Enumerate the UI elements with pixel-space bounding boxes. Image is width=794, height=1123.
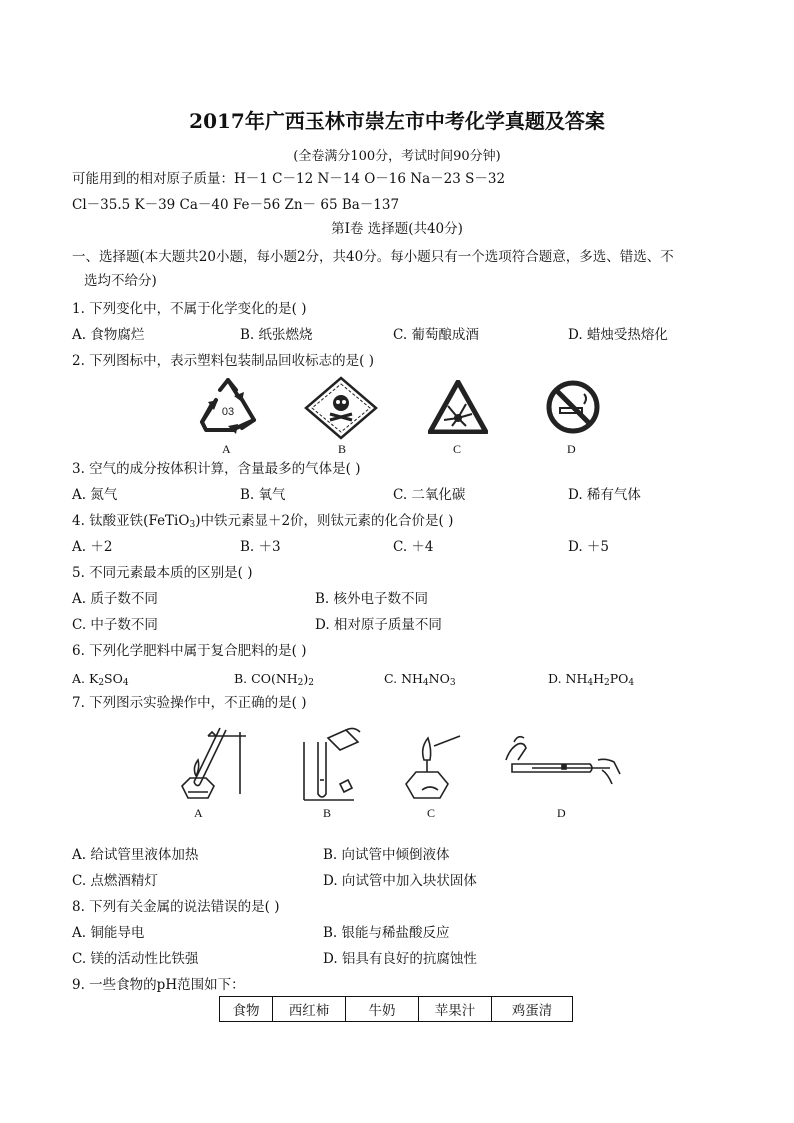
q2-icon-d-label: D — [567, 442, 576, 456]
q4-option-d: D. ＋5 — [568, 539, 610, 555]
q1-option-d: D. 蜡烛受热熔化 — [568, 327, 668, 343]
q2-icon-c-explosive — [428, 380, 488, 434]
q4-option-a: A. ＋2 — [72, 539, 113, 555]
q6-option-a — [72, 670, 129, 692]
q1-stem: 1. 下列变化中，不属于化学变化的是( ) — [72, 301, 307, 317]
q4-stem-pre: 4. 钛酸亚铁(FeTiO — [72, 513, 190, 529]
table-header-cell: 西红柿 — [273, 997, 346, 1022]
q6-option-c — [384, 670, 456, 692]
q6-stem: 6. 下列化学肥料中属于复合肥料的是( ) — [72, 643, 307, 659]
q6-a-s1: 2 — [98, 678, 105, 688]
part1-title: 第Ⅰ卷 选择题(共40分) — [331, 221, 463, 237]
table-row — [220, 997, 573, 1022]
section1-instructions-cont: 选均不给分) — [84, 273, 157, 289]
q6-d-mid2: PO — [609, 671, 629, 686]
q7-option-d: D. 向试管中加入块状固体 — [323, 873, 477, 889]
q4-option-b: B. ＋3 — [240, 539, 281, 555]
table-header-cell: 牛奶 — [346, 997, 419, 1022]
table-header-cell: 苹果汁 — [419, 997, 492, 1022]
q3-option-c: C. 二氧化碳 — [393, 487, 466, 503]
q3-option-a: A. 氮气 — [72, 487, 118, 503]
q4-stem-sub: 3 — [189, 520, 196, 530]
q5-option-a: A. 质子数不同 — [72, 591, 158, 607]
q7-figure-c-label: C — [427, 806, 436, 820]
q2-icon-a-recycle — [198, 378, 258, 436]
q6-d-s1: 4 — [587, 678, 594, 688]
q6-option-b — [234, 670, 314, 692]
q5-option-d: D. 相对原子质量不同 — [315, 617, 442, 633]
q2-icon-d-no-smoking — [546, 380, 600, 434]
q7-figure-a-label: A — [194, 806, 203, 820]
q6-d-s3: 4 — [628, 678, 635, 688]
table-header-cell: 鸡蛋清 — [492, 997, 573, 1022]
q9-stem: 9. 一些食物的pH范围如下： — [72, 977, 245, 993]
q4-stem-post: )中铁元素显＋2价，则钛元素的化合价是( ) — [195, 513, 454, 529]
q8-option-b: B. 银能与稀盐酸反应 — [323, 925, 450, 941]
q6-option-d — [548, 670, 634, 692]
q7-figure-b-pouring-liquid — [294, 724, 366, 804]
q4-stem — [72, 512, 453, 534]
q8-option-a: A. 铜能导电 — [72, 925, 145, 941]
q1-option-b: B. 纸张燃烧 — [240, 327, 313, 343]
q2-stem: 2. 下列图标中，表示塑料包装制品回收标志的是( ) — [72, 353, 374, 369]
q7-stem: 7. 下列图示实验操作中，不正确的是( ) — [72, 695, 307, 711]
q8-option-c: C. 镁的活动性比铁强 — [72, 951, 199, 967]
q6-a-s2: 4 — [122, 678, 129, 688]
q5-stem: 5. 不同元素最本质的区别是( ) — [72, 565, 253, 581]
q2-icon-a-label: A — [222, 442, 231, 456]
q6-b-pre: B. CO(NH — [234, 671, 298, 686]
page-subtitle: (全卷满分100分，考试时间90分钟) — [293, 149, 501, 164]
q8-stem: 8. 下列有关金属的说法错误的是( ) — [72, 899, 280, 915]
q6-d-s2: 2 — [604, 678, 610, 688]
q7-figure-d-adding-solid — [502, 730, 624, 790]
q2-icon-b-label: B — [338, 442, 347, 456]
atomic-mass-line1: 可能用到的相对原子质量：H－1 C－12 N－14 O－16 Na－23 S－32 — [72, 171, 506, 187]
q6-a-mid: SO — [104, 671, 123, 686]
q4-option-c: C. ＋4 — [393, 539, 434, 555]
q6-b-s1: 2 — [297, 678, 304, 688]
q7-figure-b-label: B — [323, 806, 332, 820]
q6-a-pre: A. K — [72, 671, 99, 686]
q2-recycle-number: 03 — [221, 406, 235, 418]
q6-c-s2: 3 — [449, 678, 456, 688]
q3-stem: 3. 空气的成分按体积计算，含量最多的气体是( ) — [72, 461, 361, 477]
q7-figure-d-label: D — [557, 806, 566, 820]
q6-c-s1: 4 — [422, 678, 429, 688]
q6-b-s2: 2 — [308, 678, 315, 688]
q2-icon-c-label: C — [453, 442, 462, 456]
q7-option-a: A. 给试管里液体加热 — [72, 847, 199, 863]
q6-b-mid: ) — [303, 671, 309, 686]
q7-figure-a-heating-tube — [168, 724, 252, 802]
ph-table — [219, 996, 573, 1022]
q5-option-b: B. 核外电子数不同 — [315, 591, 429, 607]
q6-d-pre: D. NH — [548, 671, 588, 686]
q3-option-b: B. 氧气 — [240, 487, 286, 503]
q7-figure-c-lighting-lamp — [400, 730, 464, 802]
q8-option-d: D. 铝具有良好的抗腐蚀性 — [323, 951, 477, 967]
q6-c-pre: C. NH — [384, 671, 423, 686]
q1-option-c: C. 葡萄酿成酒 — [393, 327, 479, 343]
table-header-cell: 食物 — [220, 997, 273, 1022]
atomic-mass-line2: Cl－35.5 K－39 Ca－40 Fe－56 Zn－ 65 Ba－137 — [72, 197, 400, 213]
page-title: 2017年广西玉林市崇左市中考化学真题及答案 — [189, 109, 605, 133]
q1-option-a: A. 食物腐烂 — [72, 327, 145, 343]
section1-instructions: 一、选择题(本大题共20小题，每小题2分，共40分。每小题只有一个选项符合题意，多选、错选、不 — [72, 249, 674, 265]
q3-option-d: D. 稀有气体 — [568, 487, 641, 503]
q7-option-c: C. 点燃酒精灯 — [72, 873, 158, 889]
q6-c-mid: NO — [428, 671, 450, 686]
q6-d-mid: H — [593, 671, 605, 686]
q7-option-b: B. 向试管中倾倒液体 — [323, 847, 450, 863]
q2-icon-b-toxic — [304, 376, 378, 440]
q5-option-c: C. 中子数不同 — [72, 617, 158, 633]
